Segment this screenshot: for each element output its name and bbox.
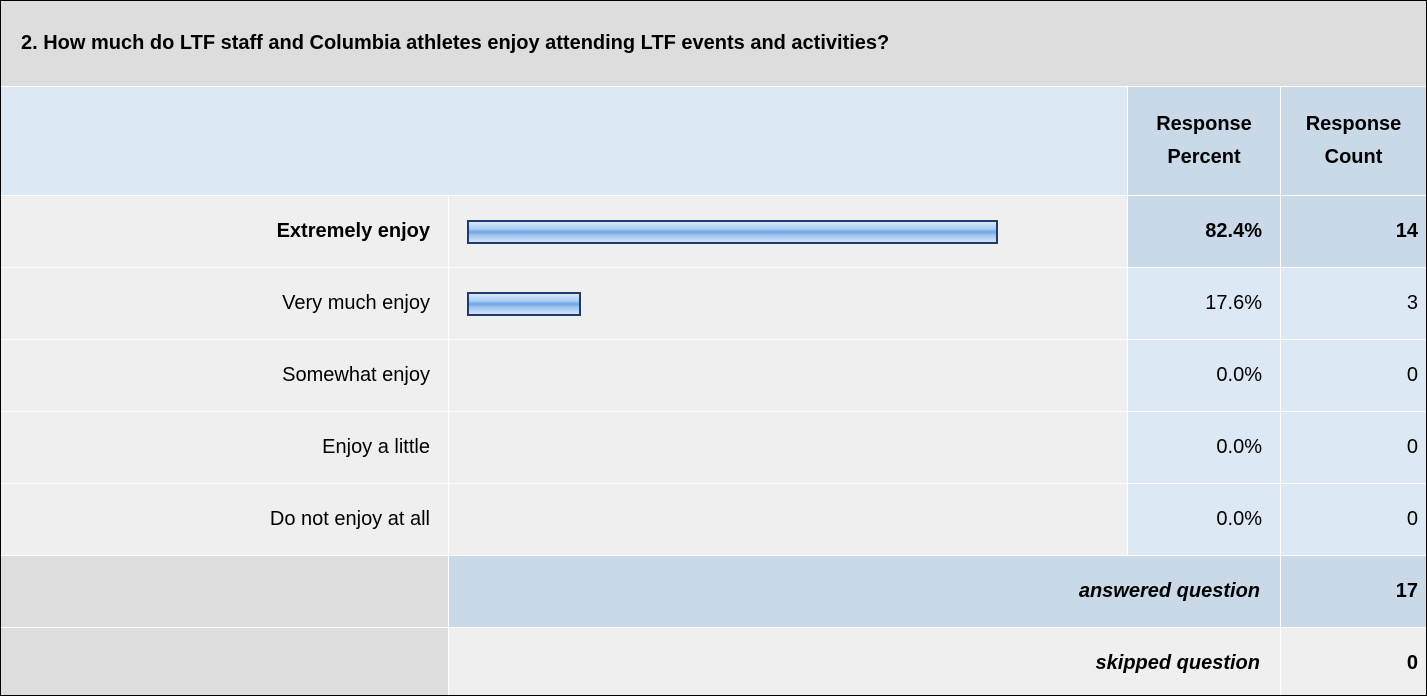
response-percent-header-line2: Percent <box>1167 146 1241 168</box>
bar-cell <box>449 484 1128 556</box>
response-count: 0 <box>1281 340 1426 412</box>
skipped-question-count: 0 <box>1281 628 1426 696</box>
answer-label: Enjoy a little <box>1 412 449 484</box>
bar-cell <box>449 268 1128 340</box>
answer-label: Do not enjoy at all <box>1 484 449 556</box>
answer-row <box>1 196 1426 268</box>
response-count-header-line1: Response <box>1305 113 1402 135</box>
question-title: 2. How much do LTF staff and Columbia athletes enjoy attending LTF events and activities? <box>1 1 1426 87</box>
answered-question-row <box>1 556 1426 628</box>
footer-blank <box>1 556 449 628</box>
answer-row <box>1 484 1426 556</box>
answered-question-label: answered question <box>449 556 1281 628</box>
bar-cell <box>449 412 1128 484</box>
footer-blank <box>1 628 449 696</box>
response-count: 3 <box>1281 268 1426 340</box>
results-table <box>1 1 1426 696</box>
response-percent-header-line1: Response <box>1156 113 1252 135</box>
skipped-question-row <box>1 628 1426 696</box>
skipped-question-label: skipped question <box>449 628 1281 696</box>
answer-row <box>1 340 1426 412</box>
header-blank <box>1 87 1128 196</box>
response-bar <box>467 220 998 244</box>
response-count-header <box>1281 87 1426 196</box>
question-title-row <box>1 1 1426 87</box>
response-count-header-line2: Count <box>1324 146 1383 168</box>
answer-row <box>1 268 1426 340</box>
response-percent: 17.6% <box>1128 268 1281 340</box>
response-count: 14 <box>1281 196 1426 268</box>
response-percent: 0.0% <box>1128 412 1281 484</box>
bar-cell <box>449 340 1128 412</box>
response-percent: 0.0% <box>1128 340 1281 412</box>
answer-label: Very much enjoy <box>1 268 449 340</box>
response-count: 0 <box>1281 412 1426 484</box>
answer-label: Somewhat enjoy <box>1 340 449 412</box>
answer-row <box>1 412 1426 484</box>
response-bar <box>467 292 581 316</box>
answered-question-count: 17 <box>1281 556 1426 628</box>
column-header-row <box>1 87 1426 196</box>
response-percent: 0.0% <box>1128 484 1281 556</box>
answer-label: Extremely enjoy <box>1 196 449 268</box>
bar-cell <box>449 196 1128 268</box>
response-count: 0 <box>1281 484 1426 556</box>
response-percent: 82.4% <box>1128 196 1281 268</box>
response-percent-header <box>1128 87 1281 196</box>
